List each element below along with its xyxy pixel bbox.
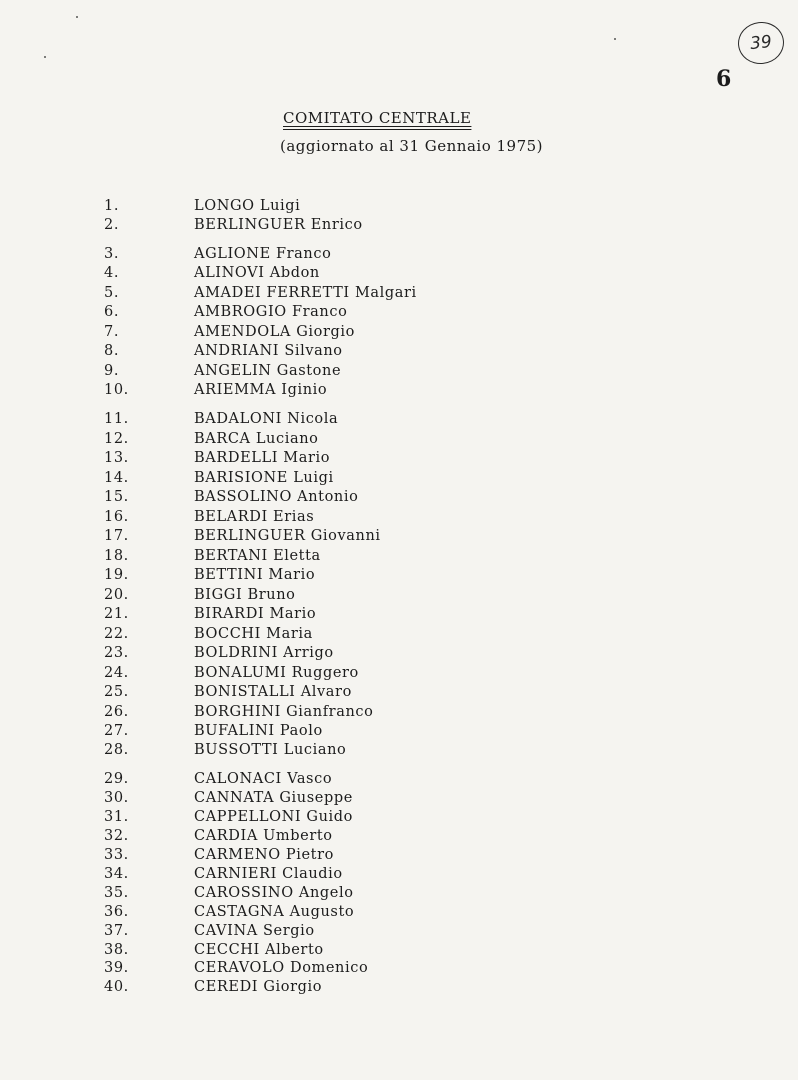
- item-number: 21.: [104, 606, 129, 622]
- item-number: 37.: [104, 923, 129, 939]
- item-name: BORGHINI Gianfranco: [194, 704, 374, 720]
- item-number: 39.: [104, 960, 129, 976]
- item-number: 5.: [104, 285, 120, 301]
- item-name: BETTINI Mario: [194, 567, 316, 583]
- item-name: AMBROGIO Franco: [194, 304, 348, 320]
- item-number: 19.: [104, 567, 129, 583]
- item-number: 38.: [104, 942, 129, 958]
- item-name: BOLDRINI Arrigo: [194, 645, 334, 661]
- document-subtitle: (aggiornato al 31 Gennaio 1975): [280, 137, 544, 155]
- item-number: 36.: [104, 904, 129, 920]
- item-number: 35.: [104, 885, 129, 901]
- item-name: BIRARDI Mario: [194, 606, 317, 622]
- item-number: 9.: [104, 363, 120, 379]
- item-number: 29.: [104, 771, 129, 787]
- document-title: COMITATO CENTRALE: [283, 109, 472, 127]
- item-name: CAROSSINO Angelo: [194, 885, 354, 901]
- item-number: 3.: [104, 246, 120, 262]
- item-number: 15.: [104, 489, 129, 505]
- item-number: 18.: [104, 548, 129, 564]
- item-name: BIGGI Bruno: [194, 587, 296, 603]
- item-number: 26.: [104, 704, 129, 720]
- item-name: ARIEMMA Iginio: [194, 382, 328, 398]
- item-name: ANDRIANI Silvano: [194, 343, 343, 359]
- item-number: 20.: [104, 587, 129, 603]
- item-number: 33.: [104, 847, 129, 863]
- item-number: 10.: [104, 382, 129, 398]
- item-name: BARDELLI Mario: [194, 450, 331, 466]
- item-name: CAVINA Sergio: [194, 923, 315, 939]
- item-name: BERTANI Eletta: [194, 548, 321, 564]
- item-number: 1.: [104, 198, 120, 214]
- circled-page-number: 39: [736, 20, 786, 67]
- item-name: CERAVOLO Domenico: [194, 960, 369, 976]
- item-name: BASSOLINO Antonio: [194, 489, 359, 505]
- item-name: BERLINGUER Giovanni: [194, 528, 381, 544]
- item-name: BOCCHI Maria: [194, 626, 313, 642]
- item-name: CARNIERI Claudio: [194, 866, 343, 882]
- item-name: BONALUMI Ruggero: [194, 665, 359, 681]
- item-name: BUFALINI Paolo: [194, 723, 323, 739]
- item-number: 11.: [104, 411, 129, 427]
- item-name: AGLIONE Franco: [194, 246, 332, 262]
- item-name: CASTAGNA Augusto: [194, 904, 355, 920]
- item-number: 6.: [104, 304, 120, 320]
- item-number: 12.: [104, 431, 129, 447]
- item-name: AMENDOLA Giorgio: [194, 324, 355, 340]
- item-name: CALONACI Vasco: [194, 771, 333, 787]
- item-name: BELARDI Erias: [194, 509, 315, 525]
- item-name: CANNATA Giuseppe: [194, 790, 353, 806]
- item-number: 25.: [104, 684, 129, 700]
- item-name: ALINOVI Abdon: [194, 265, 320, 281]
- item-name: BARCA Luciano: [194, 431, 319, 447]
- item-number: 30.: [104, 790, 129, 806]
- item-number: 40.: [104, 979, 129, 995]
- item-number: 23.: [104, 645, 129, 661]
- item-name: ANGELIN Gastone: [194, 363, 342, 379]
- item-number: 14.: [104, 470, 129, 486]
- item-name: CAPPELLONI Guido: [194, 809, 354, 825]
- page-number: 6: [716, 66, 732, 92]
- item-number: 2.: [104, 217, 120, 233]
- item-name: CEREDI Giorgio: [194, 979, 323, 995]
- item-name: BONISTALLI Alvaro: [194, 684, 352, 700]
- item-number: 13.: [104, 450, 129, 466]
- item-name: CARMENO Pietro: [194, 847, 334, 863]
- item-number: 7.: [104, 324, 120, 340]
- item-name: BARISIONE Luigi: [194, 470, 334, 486]
- item-number: 4.: [104, 265, 120, 281]
- item-number: 24.: [104, 665, 129, 681]
- item-number: 27.: [104, 723, 129, 739]
- item-number: 32.: [104, 828, 129, 844]
- item-number: 31.: [104, 809, 129, 825]
- item-name: CARDIA Umberto: [194, 828, 333, 844]
- item-name: BERLINGUER Enrico: [194, 217, 363, 233]
- item-number: 34.: [104, 866, 129, 882]
- item-name: BUSSOTTI Luciano: [194, 742, 347, 758]
- item-number: 22.: [104, 626, 129, 642]
- item-number: 17.: [104, 528, 129, 544]
- item-number: 28.: [104, 742, 129, 758]
- item-number: 8.: [104, 343, 120, 359]
- item-name: CECCHI Alberto: [194, 942, 324, 958]
- item-name: LONGO Luigi: [194, 198, 301, 214]
- item-name: BADALONI Nicola: [194, 411, 339, 427]
- item-name: AMADEI FERRETTI Malgari: [194, 285, 417, 301]
- item-number: 16.: [104, 509, 129, 525]
